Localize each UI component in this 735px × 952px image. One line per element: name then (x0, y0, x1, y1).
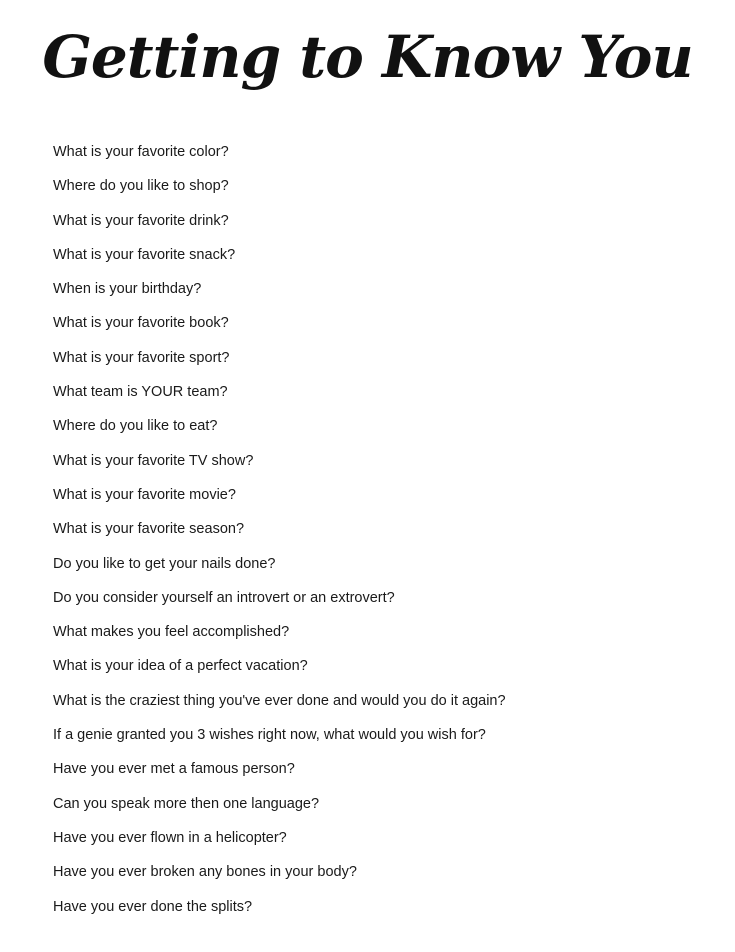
question-item: What is the craziest thing you've ever done and would you do it again? (53, 692, 506, 709)
question-item: What is your favorite season? (53, 521, 245, 538)
question-item: What is your favorite color? (53, 144, 229, 160)
question-item: Do you consider yourself an introvert or an extrovert? (53, 589, 395, 606)
question-item: What is your favorite movie? (53, 486, 236, 503)
question-item: What team is YOUR team? (53, 384, 228, 401)
question-item: Do you like to get your nails done? (53, 555, 276, 572)
question-item: Have you ever done the splits? (53, 898, 253, 915)
question-item: Where do you like to shop? (53, 178, 229, 195)
question-item: When is your birthday? (53, 281, 202, 298)
question-item: Where do you like to eat? (53, 418, 218, 435)
question-item: What is your favorite book? (53, 315, 229, 332)
question-item: Have you ever broken any bones in your body? (53, 864, 357, 881)
question-list (53, 142, 506, 931)
question-item: What is your favorite TV show? (53, 452, 254, 469)
question-item: Have you ever met a famous person? (53, 761, 295, 778)
question-item: What is your favorite drink? (53, 212, 229, 229)
question-item: If a genie granted you 3 wishes right now, what would you wish for? (53, 727, 486, 744)
question-item: Have you ever flown in a helicopter? (53, 829, 287, 846)
question-item: What is your idea of a perfect vacation? (53, 658, 308, 675)
question-item: Can you speak more then one language? (53, 795, 320, 812)
question-item: What is your favorite snack? (53, 246, 236, 263)
page-title: Getting to Know You (42, 23, 693, 91)
question-item: What makes you feel accomplished? (53, 624, 290, 641)
question-item: What is your favorite sport? (53, 349, 230, 366)
